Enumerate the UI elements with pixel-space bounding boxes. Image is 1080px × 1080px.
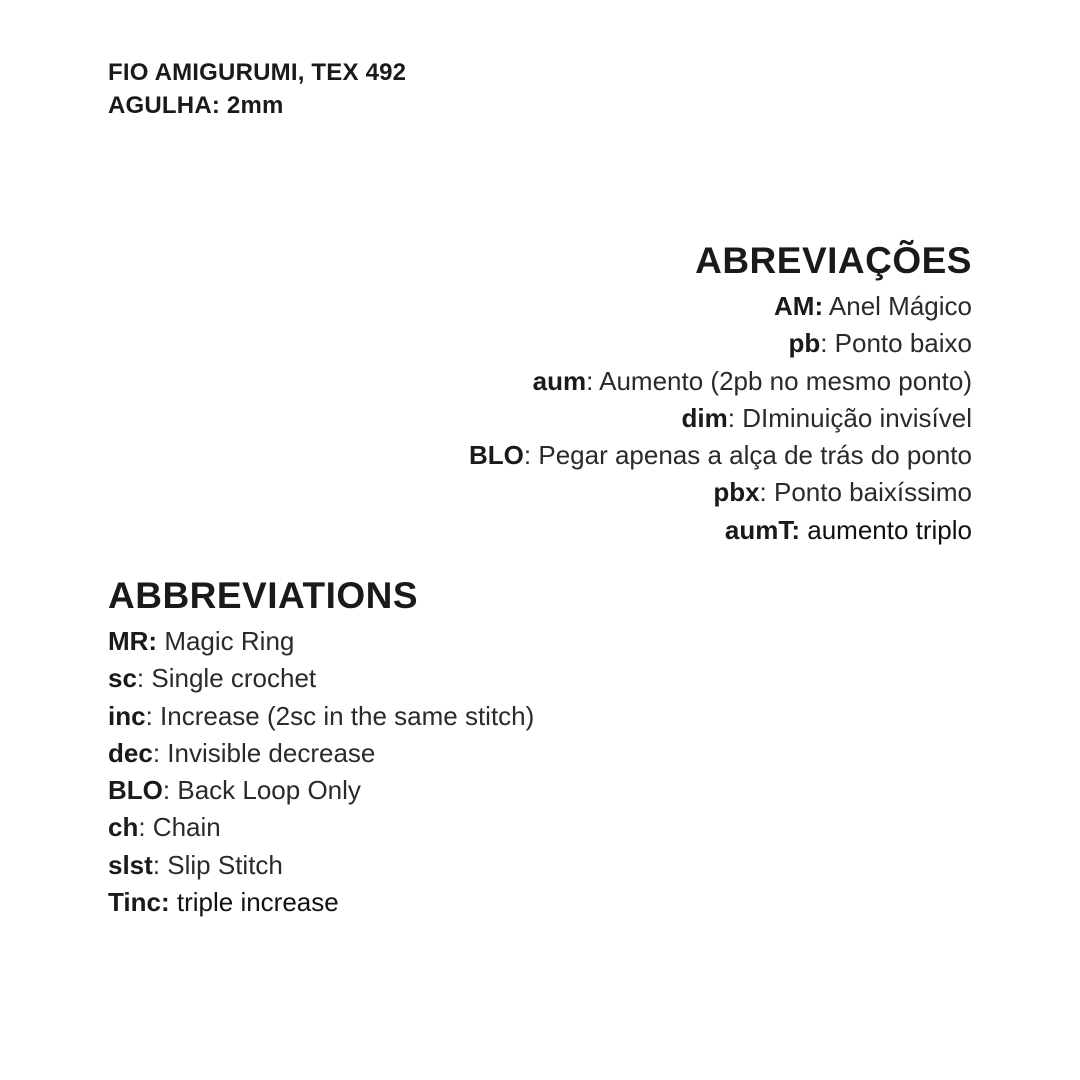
abbreviation-definition: Magic Ring: [157, 626, 295, 656]
abbreviation-code: Tinc:: [108, 887, 170, 918]
abbreviation-code: dim: [681, 402, 728, 433]
abbreviation-item-blo: [108, 772, 534, 809]
english-section-title: ABBREVIATIONS: [108, 575, 419, 616]
abbreviation-item-pbx: [469, 474, 972, 511]
portuguese-section-title: ABREVIAÇÕES: [695, 240, 972, 281]
abbreviation-item-inc: [108, 698, 534, 735]
abbreviation-code: aum: [532, 365, 587, 396]
abbreviation-definition: Ponto baixíssimo: [766, 477, 972, 508]
abbreviation-code: inc: [108, 700, 146, 731]
abbreviation-definition: triple increase: [169, 887, 339, 918]
abbreviation-separator: :: [138, 812, 146, 843]
abbreviation-separator: :: [162, 775, 171, 806]
abbreviation-code: sc: [108, 663, 137, 694]
abbreviation-separator: :: [586, 365, 594, 396]
abbreviation-code: BLO: [108, 775, 163, 806]
abbreviation-separator: :: [145, 700, 153, 731]
abbreviation-definition: Single crochet: [144, 663, 317, 694]
abbreviation-code: AM:: [774, 291, 824, 321]
abbreviation-item-dim: [469, 400, 972, 437]
abbreviation-separator: :: [152, 737, 161, 768]
abbreviation-separator: :: [152, 849, 161, 880]
abbreviation-code: pbx: [713, 477, 760, 508]
abbreviation-definition: Ponto baixo: [827, 328, 972, 359]
abbreviation-code: dec: [108, 737, 153, 768]
abbreviation-item-am: [469, 288, 972, 325]
abbreviation-definition: Slip Stitch: [160, 849, 283, 880]
abbreviation-definition: Aumento (2pb no mesmo ponto): [593, 365, 972, 396]
abbreviation-code: slst: [108, 849, 153, 880]
abbreviation-definition: Pegar apenas a alça de trás do ponto: [531, 440, 972, 471]
abbreviation-code: aumT:: [724, 514, 801, 545]
portuguese-abbreviations-section: [469, 238, 972, 549]
abbreviation-item-sc: [108, 660, 534, 697]
abbreviation-definition: Increase (2sc in the same stitch): [152, 700, 535, 731]
abbreviation-item-aum: [469, 363, 972, 400]
abbreviation-item-mr: [108, 623, 534, 660]
abbreviation-separator: :: [523, 440, 532, 471]
materials-header: [108, 56, 406, 122]
abbreviation-definition: Anel Mágico: [823, 291, 972, 321]
abbreviation-item-ch: [108, 809, 534, 846]
abbreviation-code: ch: [108, 812, 139, 843]
abbreviation-item-dec: [108, 735, 534, 772]
abbreviation-separator: :: [136, 663, 145, 694]
abbreviation-definition: Back Loop Only: [170, 775, 361, 806]
abbreviation-definition: DIminuição invisível: [735, 402, 972, 433]
english-abbreviations-section: [108, 573, 534, 921]
abbreviation-item-slst: [108, 847, 534, 884]
abbreviation-item-tinc: [108, 884, 534, 921]
english-abbreviation-list: [108, 623, 534, 921]
abbreviation-definition: aumento triplo: [800, 514, 972, 545]
abbreviation-definition: Invisible decrease: [160, 737, 376, 768]
portuguese-abbreviation-list: [469, 288, 972, 549]
abbreviation-item-blo: [469, 437, 972, 474]
abbreviation-code: MR:: [108, 626, 158, 656]
yarn-info: FIO AMIGURUMI, TEX 492: [108, 59, 407, 86]
abbreviation-definition: Chain: [145, 812, 221, 843]
abbreviation-item-aumt: [469, 512, 972, 549]
abbreviation-separator: :: [727, 402, 736, 433]
abbreviation-separator: :: [759, 477, 767, 508]
abbreviation-item-pb: [469, 325, 972, 362]
abbreviation-code: pb: [788, 328, 821, 359]
hook-info: AGULHA: 2mm: [108, 92, 284, 119]
abbreviation-code: BLO: [469, 440, 524, 471]
abbreviation-separator: :: [820, 328, 828, 359]
